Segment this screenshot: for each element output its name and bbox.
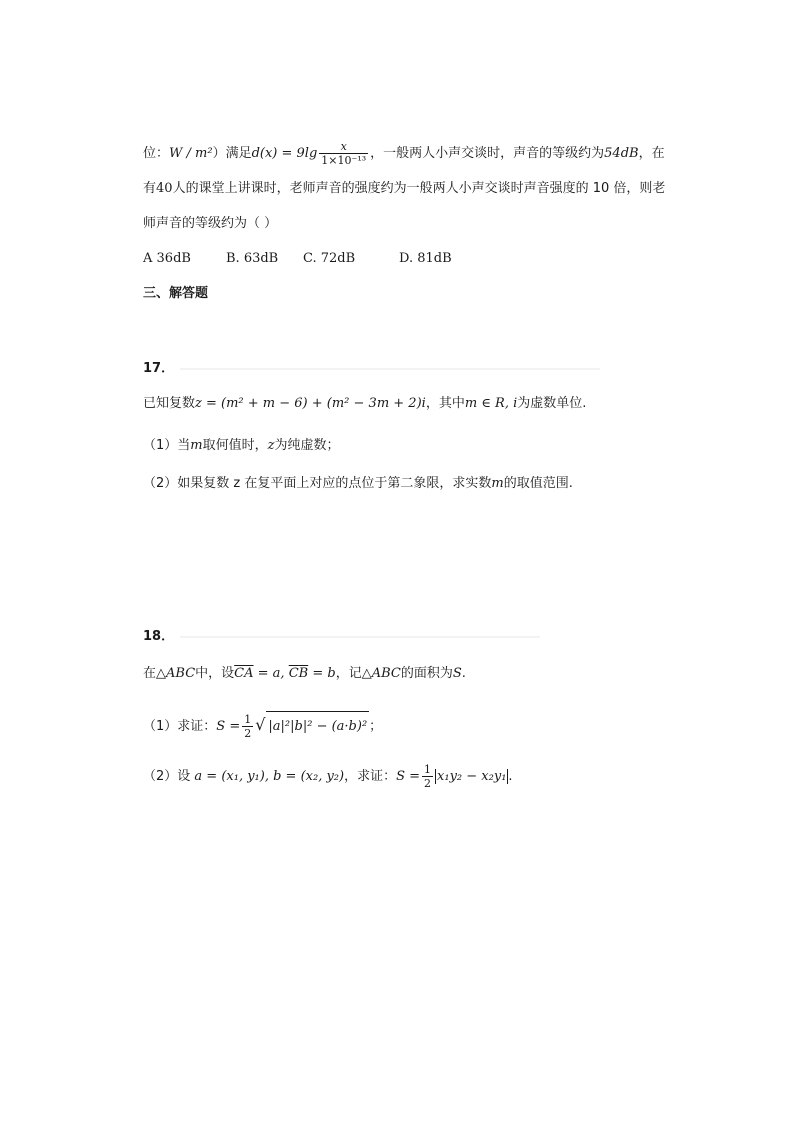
q18-part-2 [143, 762, 663, 792]
fraction-denominator: 2 [244, 727, 252, 740]
q18-equation: = b [308, 666, 336, 681]
scan-artifact [180, 368, 600, 370]
q17-text: 的取值范围. [503, 476, 573, 491]
q17-var: m [190, 438, 203, 453]
fraction-denominator: 2 [424, 777, 432, 790]
q18-formula: S = [396, 769, 421, 784]
q16-text: ，一般两人小声交谈时，声音的等级约为 [370, 146, 605, 161]
q18-text: . [508, 769, 513, 784]
q17-text: 已知复数 [143, 396, 196, 411]
q18-radicand: |a|²|b|² − (a·b)² [266, 711, 369, 742]
fraction-numerator: 1 [244, 713, 252, 726]
q16-formula: d(x) = 9lg [251, 146, 318, 161]
q17-stem [143, 395, 663, 413]
q16-text: ）满足 [212, 146, 252, 161]
q16-line-3 [143, 215, 663, 233]
q17-text: 取何值时， [202, 438, 268, 453]
q18-vector: $\overline{CB}$ [288, 666, 309, 681]
fraction-numerator: x [319, 140, 368, 154]
q18-text: 的面积为 [400, 666, 453, 681]
q18-fraction [242, 713, 253, 740]
q18-vectors: a = (x₁, y₁), b = (x₂, y₂) [194, 769, 345, 784]
q16-number: 40 [156, 181, 173, 196]
q17-part-1 [143, 437, 663, 455]
q18-stem [143, 665, 663, 683]
q17-number: 17． [143, 361, 175, 376]
q18-text: 在 [143, 666, 157, 681]
q18-text: . [461, 666, 466, 681]
q18-absolute-value: x₁y₂ − x₂y₁ [437, 769, 507, 784]
fraction-numerator: 1 [424, 763, 432, 776]
q17-formula: z = (m² + m − 6) + (m² − 3m + 2)i [195, 396, 426, 411]
q16-text: 师声音的等级约为（ ） [143, 216, 278, 231]
q18-triangle: △ABC [156, 666, 196, 681]
q18-text: ，求证： [344, 769, 397, 784]
q18-formula: S = [216, 719, 241, 734]
section-heading: 三、解答题 [143, 286, 209, 301]
fraction-denominator: 1×10⁻¹³ [321, 154, 367, 167]
q18-text: ，记 [335, 666, 362, 681]
q17-var: z [267, 438, 275, 453]
sqrt-icon: √ [255, 715, 266, 734]
q18-text: （2）设 [143, 769, 191, 784]
q18-text: 中，设 [195, 666, 235, 681]
option-b[interactable]: B. 63dB [226, 251, 279, 266]
option-a[interactable]: A 36dB [143, 251, 191, 266]
q18-text: （1）求证： [143, 719, 217, 734]
q16-text: 人的课堂上讲课时，老师声音的强度约为一般两人小声交谈时声音强度的 10 倍，则老 [172, 181, 666, 196]
q18-number: 18． [143, 629, 175, 644]
q16-line-1 [143, 140, 663, 167]
q16-text: 位： [143, 146, 170, 161]
q17-text: 为虚数单位. [517, 396, 587, 411]
q16-unit: W / m² [169, 146, 213, 161]
q17-text: ，其中 [425, 396, 465, 411]
q17-condition: m ∈ R, i [464, 396, 518, 411]
scan-artifact [180, 636, 540, 638]
q18-fraction [422, 763, 433, 790]
q18-vector: $\overline{CA}$ [234, 666, 254, 681]
q17-text: （1）当 [143, 438, 191, 453]
option-d[interactable]: D. 81dB [399, 251, 452, 266]
q18-part-1 [143, 710, 663, 742]
q18-var: S [452, 666, 462, 681]
option-c[interactable]: C. 72dB [303, 251, 356, 266]
q17-part-2 [143, 475, 663, 493]
q16-text: 有 [143, 181, 157, 196]
q16-fraction [319, 140, 368, 167]
q16-text: ，在 [638, 146, 665, 161]
q17-var: m [491, 476, 504, 491]
q18-triangle: △ABC [361, 666, 401, 681]
q18-equation: = a, [253, 666, 289, 681]
q17-text: 为纯虚数； [274, 438, 340, 453]
q16-value: 54dB [604, 146, 639, 161]
q18-text: ； [369, 719, 383, 734]
q16-line-2 [143, 180, 666, 198]
q17-text: （2）如果复数 z 在复平面上对应的点位于第二象限，求实数 [143, 476, 492, 491]
